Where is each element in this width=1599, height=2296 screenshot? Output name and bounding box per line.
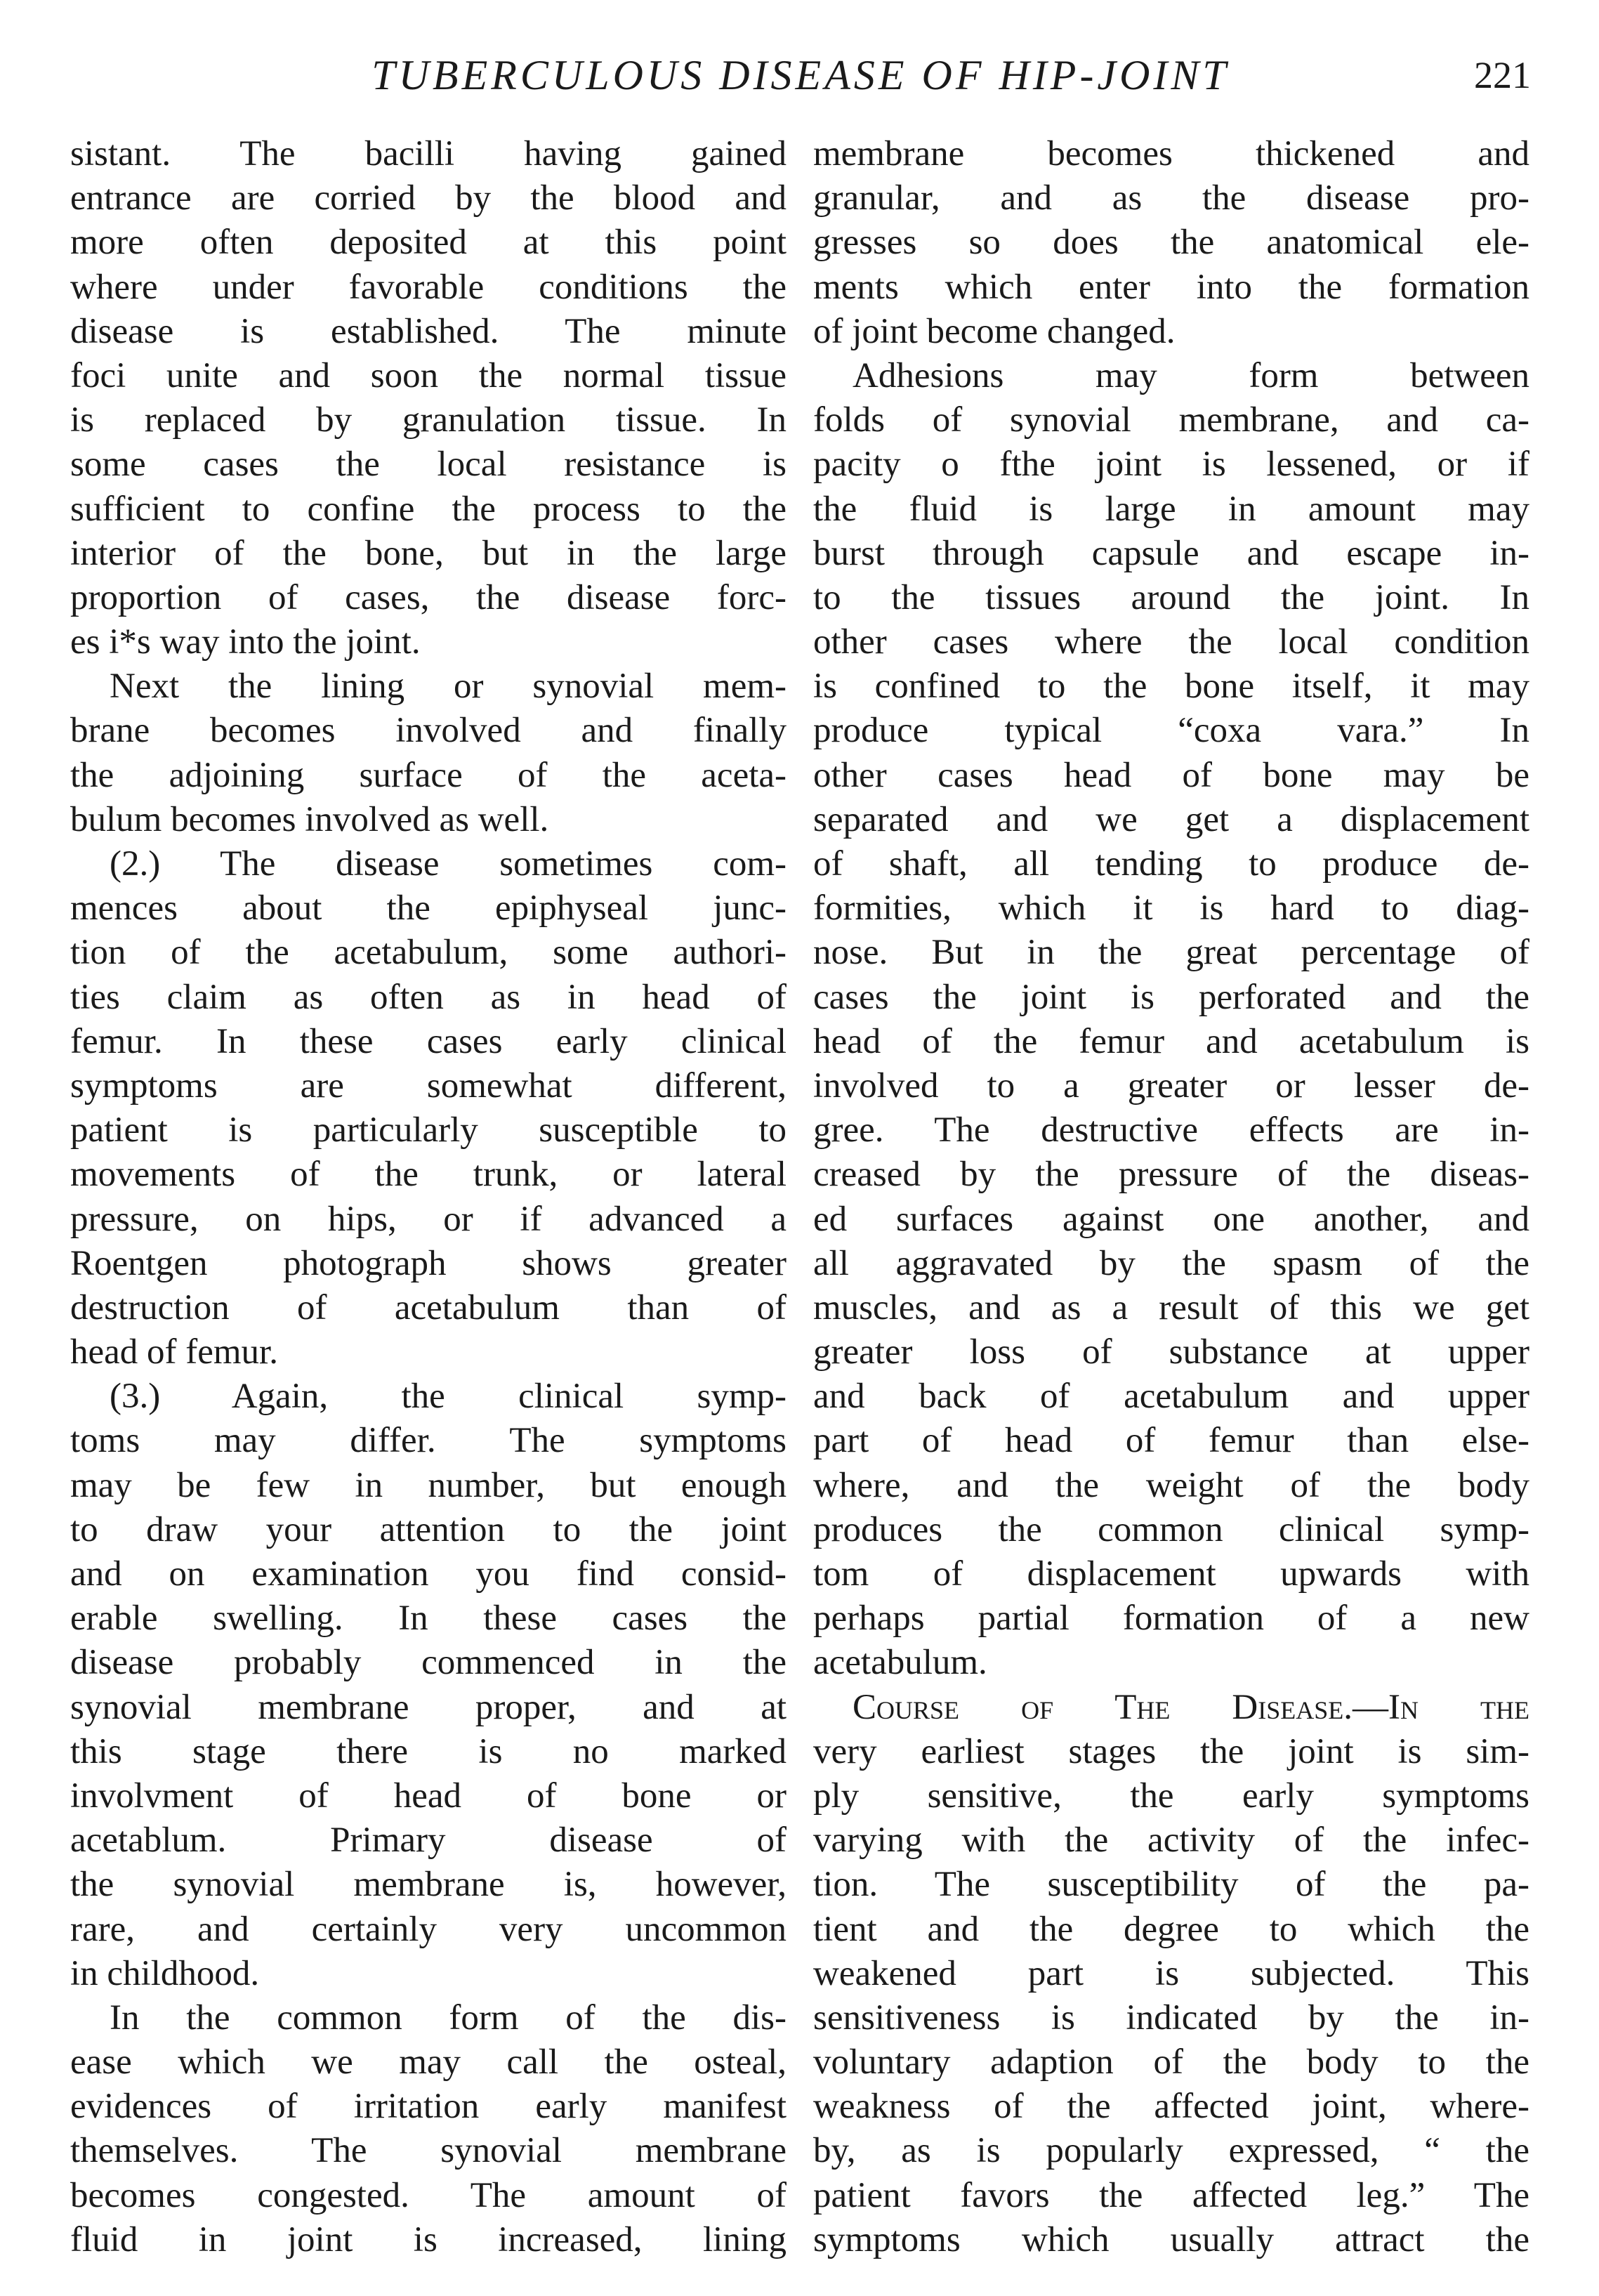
- text-line: bulum becomes involved as well.: [70, 799, 549, 839]
- text-line: patient is particularly susceptible to: [70, 1110, 787, 1150]
- text-line: greater loss of substance at upper: [813, 1332, 1529, 1372]
- text-line: synovial membrane proper, and at: [70, 1687, 787, 1727]
- text-line: Roentgen photograph shows greater: [70, 1243, 787, 1283]
- text-line: formities, which it is hard to diag-: [813, 888, 1529, 929]
- text-line: of shaft, all tending to produce de-: [813, 844, 1529, 884]
- text-line: tom of displacement upwards with: [813, 1554, 1529, 1594]
- text-line: cases the joint is perforated and the: [813, 977, 1529, 1017]
- text-line: evidences of irritation early manifest: [70, 2087, 787, 2127]
- text-line: mences about the epiphyseal junc-: [70, 888, 787, 929]
- text-line: sufficient to confine the process to the: [70, 489, 787, 529]
- text-line: the synovial membrane is, however,: [70, 1865, 787, 1905]
- text-line: tient and the degree to which the: [813, 1909, 1529, 1949]
- text-line: movements of the trunk, or lateral: [70, 1155, 787, 1195]
- text-line: pacity o fthe joint is lessened, or if: [813, 445, 1529, 485]
- text-line: ed surfaces against one another, and: [813, 1199, 1529, 1239]
- text-line: perhaps partial formation of a new: [813, 1599, 1529, 1639]
- text-line: erable swelling. In these cases the: [70, 1599, 787, 1639]
- text-line: es i*s way into the joint.: [70, 622, 421, 662]
- running-head: [70, 44, 1531, 107]
- text-line: toms may differ. The symptoms: [70, 1421, 787, 1461]
- text-line: disease probably commenced in the: [70, 1643, 787, 1683]
- text-line: fluid in joint is increased, lining: [70, 2219, 787, 2259]
- text-line: other cases head of bone may be: [813, 755, 1529, 795]
- left-column: [70, 132, 787, 2262]
- text-line: this stage there is no marked: [70, 1731, 787, 1771]
- text-line: becomes congested. The amount of: [70, 2175, 787, 2215]
- text-line: some cases the local resistance is: [70, 445, 787, 485]
- text-line: foci unite and soon the normal tissue: [70, 355, 787, 395]
- text-line: femur. In these cases early clinical: [70, 1021, 787, 1061]
- text-line: acetabulum.: [813, 1643, 987, 1683]
- text-line: and on examination you find consid-: [70, 1554, 787, 1594]
- text-line: other cases where the local condition: [813, 622, 1529, 662]
- text-line: (3.) Again, the clinical symp-: [110, 1377, 787, 1417]
- paragraph: [70, 1996, 787, 2262]
- text-line: produces the common clinical symp-: [813, 1509, 1529, 1549]
- text-line: rare, and certainly very uncommon: [70, 1909, 787, 1949]
- paragraph: [813, 1686, 1529, 2262]
- text-line: where under favorable conditions the: [70, 267, 787, 307]
- running-title: TUBERCULOUS DISEASE OF HIP-JOINT: [371, 52, 1230, 98]
- text-line: weakness of the affected joint, where-: [813, 2087, 1529, 2127]
- paragraph: [813, 132, 1529, 354]
- text-line: In the common form of the dis-: [110, 1997, 787, 2038]
- text-line: voluntary adaption of the body to the: [813, 2042, 1529, 2082]
- text-line: varying with the activity of the infec-: [813, 1821, 1529, 1861]
- page-number: 221: [1474, 54, 1531, 96]
- text-line: entrance are corried by the blood and: [70, 178, 787, 218]
- text-line: the adjoining surface of the aceta-: [70, 755, 787, 795]
- text-line: gresses so does the anatomical ele-: [813, 223, 1529, 263]
- paragraph: [70, 132, 787, 664]
- text-line: membrane becomes thickened and: [813, 134, 1529, 173]
- text-line: the fluid is large in amount may: [813, 489, 1529, 529]
- paragraph: [70, 664, 787, 842]
- text-line: sistant. The bacilli having gained: [70, 134, 787, 173]
- text-line: tion. The susceptibility of the pa-: [813, 1865, 1529, 1905]
- text-line: symptoms are somewhat different,: [70, 1065, 787, 1106]
- text-line: ties claim as often as in head of: [70, 977, 787, 1017]
- text-line: head of the femur and acetabulum is: [813, 1021, 1529, 1061]
- text-line: interior of the bone, but in the large: [70, 533, 787, 573]
- text-line: separated and we get a displacement: [813, 799, 1529, 839]
- text-line: acetablum. Primary disease of: [70, 1821, 787, 1861]
- text-line: very earliest stages the joint is sim-: [813, 1731, 1529, 1771]
- text-line: all aggravated by the spasm of the: [813, 1243, 1529, 1283]
- text-line: involvment of head of bone or: [70, 1776, 787, 1816]
- text-line: where, and the weight of the body: [813, 1465, 1529, 1505]
- text-line: themselves. The synovial membrane: [70, 2131, 787, 2171]
- text-line: pressure, on hips, or if advanced a: [70, 1199, 787, 1239]
- text-line: sensitiveness is indicated by the in-: [813, 1997, 1529, 2038]
- text-line: Adhesions may form between: [853, 355, 1529, 395]
- text-line: involved to a greater or lesser de-: [813, 1065, 1529, 1106]
- text-line: Next the lining or synovial mem-: [110, 667, 787, 707]
- text-line: part of head of femur than else-: [813, 1421, 1529, 1461]
- paragraph: [813, 354, 1529, 1686]
- text-line: tion of the acetabulum, some authori-: [70, 933, 787, 973]
- text-line: produce typical “coxa vara.” In: [813, 711, 1529, 751]
- paragraph: [70, 842, 787, 1375]
- text-line: symptoms which usually attract the: [813, 2219, 1529, 2259]
- text-line: disease is established. The minute: [70, 311, 787, 351]
- text-line: is confined to the bone itself, it may: [813, 667, 1529, 707]
- paragraph: [70, 1375, 787, 1996]
- text-line: may be few in number, but enough: [70, 1465, 787, 1505]
- text-line: in childhood.: [70, 1953, 260, 1993]
- text-line: of joint become changed.: [813, 311, 1176, 351]
- text-line: granular, and as the disease pro-: [813, 178, 1529, 218]
- text-line: to draw your attention to the joint: [70, 1509, 787, 1549]
- text-line: to the tissues around the joint. In: [813, 577, 1529, 617]
- text-line: Course of The Disease.—In the: [853, 1687, 1529, 1727]
- text-line: proportion of cases, the disease forc-: [70, 577, 787, 617]
- text-line: is replaced by granulation tissue. In: [70, 400, 787, 440]
- text-line: ease which we may call the osteal,: [70, 2042, 787, 2082]
- text-line: ments which enter into the formation: [813, 267, 1529, 307]
- text-line: patient favors the affected leg.” The: [813, 2175, 1529, 2215]
- text-line: nose. But in the great percentage of: [813, 933, 1529, 973]
- text-line: burst through capsule and escape in-: [813, 533, 1529, 573]
- text-line: ply sensitive, the early symptoms: [813, 1776, 1529, 1816]
- text-line: folds of synovial membrane, and ca-: [813, 400, 1529, 440]
- text-line: muscles, and as a result of this we get: [813, 1287, 1529, 1327]
- text-line: weakened part is subjected. This: [813, 1953, 1529, 1993]
- text-line: destruction of acetabulum than of: [70, 1287, 787, 1327]
- right-column: [813, 132, 1529, 2262]
- text-line: (2.) The disease sometimes com-: [110, 844, 787, 884]
- text-line: by, as is popularly expressed, “ the: [813, 2131, 1529, 2171]
- text-line: more often deposited at this point: [70, 223, 787, 263]
- text-line: gree. The destructive effects are in-: [813, 1110, 1529, 1150]
- text-line: creased by the pressure of the diseas-: [813, 1155, 1529, 1195]
- text-line: and back of acetabulum and upper: [813, 1377, 1529, 1417]
- text-line: brane becomes involved and finally: [70, 711, 787, 751]
- text-line: head of femur.: [70, 1332, 278, 1372]
